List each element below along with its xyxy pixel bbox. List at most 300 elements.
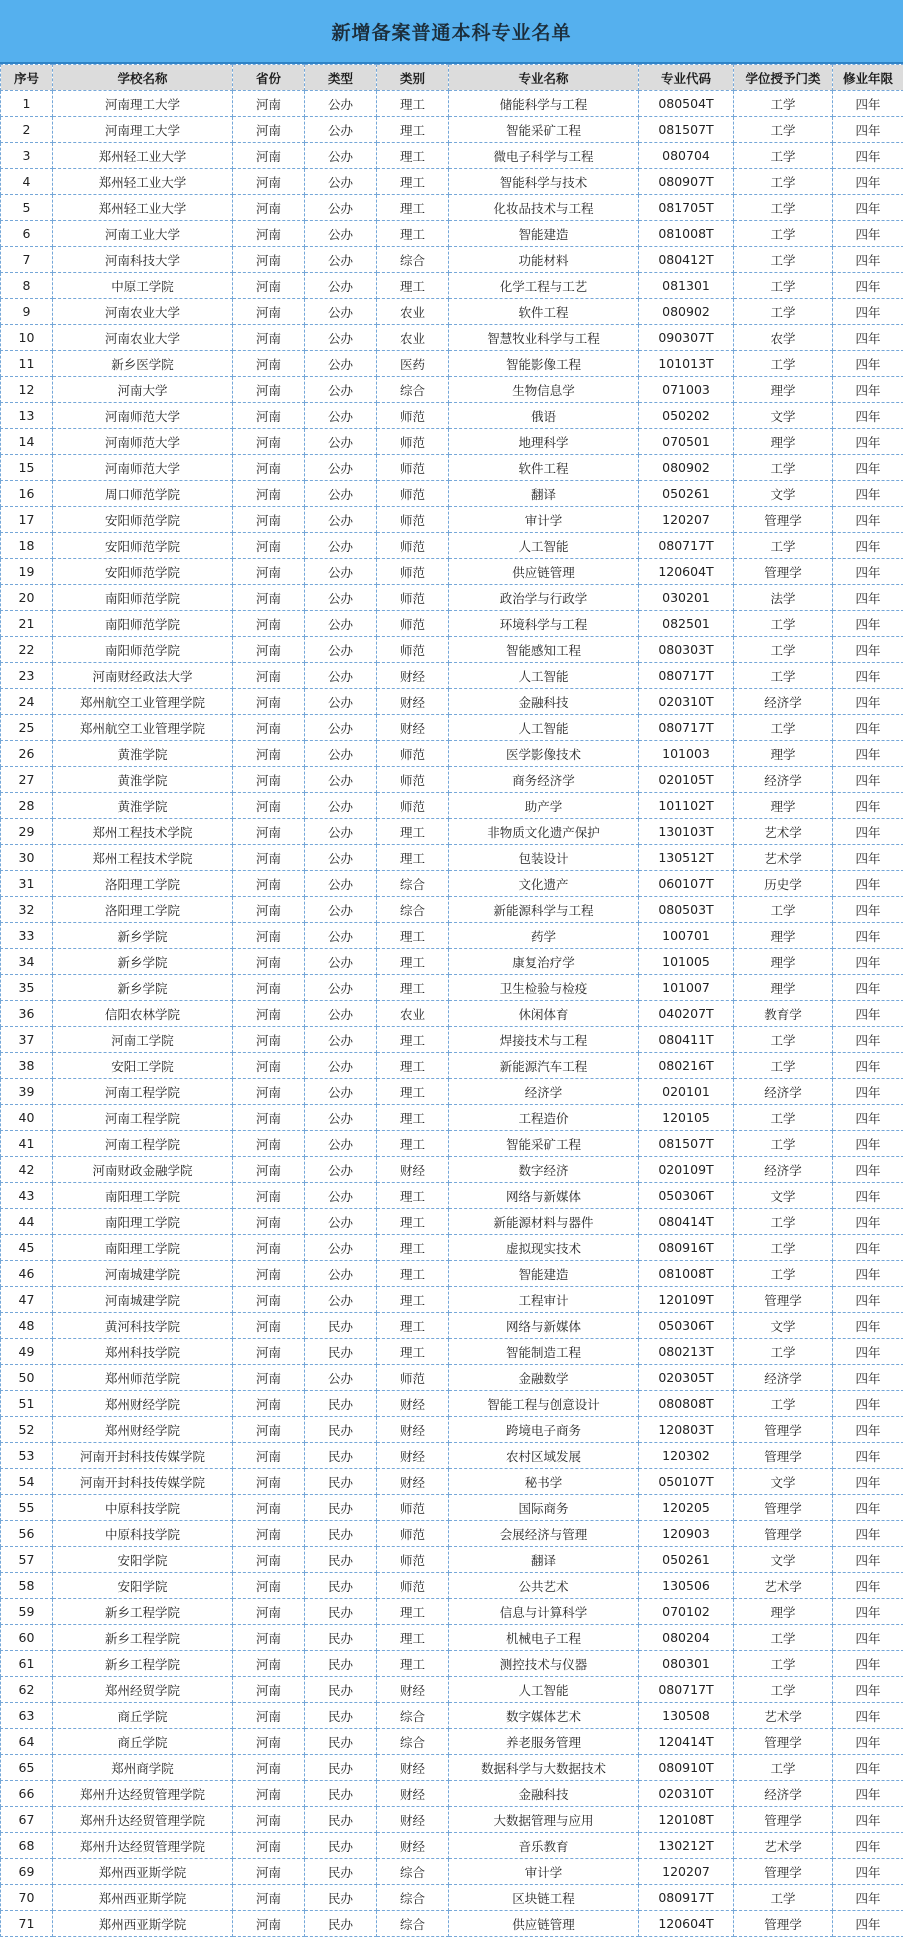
cell-duration[interactable]: 四年 (833, 1235, 903, 1261)
cell-category[interactable]: 师范 (377, 1573, 449, 1599)
cell-index[interactable]: 66 (1, 1781, 53, 1807)
cell-school[interactable]: 郑州师范学院 (53, 1365, 233, 1391)
cell-school[interactable]: 河南城建学院 (53, 1287, 233, 1313)
cell-duration[interactable]: 四年 (833, 715, 903, 741)
cell-degree[interactable]: 管理学 (734, 1859, 833, 1885)
cell-major[interactable]: 医学影像技术 (449, 741, 639, 767)
cell-code[interactable]: 080902 (639, 299, 734, 325)
cell-major[interactable]: 智能建造 (449, 221, 639, 247)
cell-school[interactable]: 南阳理工学院 (53, 1183, 233, 1209)
cell-major[interactable]: 微电子科学与工程 (449, 143, 639, 169)
cell-index[interactable]: 42 (1, 1157, 53, 1183)
cell-index[interactable]: 20 (1, 585, 53, 611)
cell-code[interactable]: 020101 (639, 1079, 734, 1105)
cell-school[interactable]: 安阳学院 (53, 1547, 233, 1573)
cell-province[interactable]: 河南 (233, 117, 305, 143)
cell-degree[interactable]: 管理学 (734, 1911, 833, 1937)
cell-category[interactable]: 农业 (377, 1001, 449, 1027)
cell-code[interactable]: 080411T (639, 1027, 734, 1053)
cell-code[interactable]: 080917T (639, 1885, 734, 1911)
cell-major[interactable]: 金融科技 (449, 1781, 639, 1807)
cell-degree[interactable]: 工学 (734, 1885, 833, 1911)
cell-duration[interactable]: 四年 (833, 897, 903, 923)
cell-school[interactable]: 河南开封科技传媒学院 (53, 1469, 233, 1495)
cell-type[interactable]: 公办 (305, 247, 377, 273)
cell-major[interactable]: 审计学 (449, 507, 639, 533)
cell-type[interactable]: 民办 (305, 1859, 377, 1885)
cell-category[interactable]: 师范 (377, 559, 449, 585)
cell-duration[interactable]: 四年 (833, 975, 903, 1001)
cell-category[interactable]: 理工 (377, 195, 449, 221)
cell-duration[interactable]: 四年 (833, 1573, 903, 1599)
cell-type[interactable]: 公办 (305, 1001, 377, 1027)
cell-major[interactable]: 储能科学与工程 (449, 91, 639, 117)
cell-province[interactable]: 河南 (233, 949, 305, 975)
cell-duration[interactable]: 四年 (833, 845, 903, 871)
cell-major[interactable]: 智慧牧业科学与工程 (449, 325, 639, 351)
cell-type[interactable]: 民办 (305, 1911, 377, 1937)
cell-major[interactable]: 审计学 (449, 1859, 639, 1885)
cell-index[interactable]: 63 (1, 1703, 53, 1729)
cell-province[interactable]: 河南 (233, 1911, 305, 1937)
cell-major[interactable]: 经济学 (449, 1079, 639, 1105)
cell-code[interactable]: 050261 (639, 481, 734, 507)
cell-index[interactable]: 27 (1, 767, 53, 793)
cell-school[interactable]: 郑州航空工业管理学院 (53, 715, 233, 741)
cell-index[interactable]: 5 (1, 195, 53, 221)
cell-category[interactable]: 师范 (377, 585, 449, 611)
cell-degree[interactable]: 经济学 (734, 1079, 833, 1105)
cell-index[interactable]: 15 (1, 455, 53, 481)
cell-school[interactable]: 南阳师范学院 (53, 585, 233, 611)
cell-school[interactable]: 郑州升达经贸管理学院 (53, 1781, 233, 1807)
cell-major[interactable]: 药学 (449, 923, 639, 949)
cell-duration[interactable]: 四年 (833, 1079, 903, 1105)
cell-major[interactable]: 信息与计算科学 (449, 1599, 639, 1625)
cell-code[interactable]: 120604T (639, 1911, 734, 1937)
cell-index[interactable]: 4 (1, 169, 53, 195)
cell-type[interactable]: 公办 (305, 91, 377, 117)
cell-province[interactable]: 河南 (233, 1599, 305, 1625)
cell-category[interactable]: 财经 (377, 1807, 449, 1833)
cell-code[interactable]: 080910T (639, 1755, 734, 1781)
cell-major[interactable]: 新能源科学与工程 (449, 897, 639, 923)
cell-duration[interactable]: 四年 (833, 663, 903, 689)
cell-type[interactable]: 民办 (305, 1521, 377, 1547)
cell-degree[interactable]: 艺术学 (734, 1573, 833, 1599)
cell-degree[interactable]: 经济学 (734, 689, 833, 715)
cell-school[interactable]: 河南大学 (53, 377, 233, 403)
cell-category[interactable]: 财经 (377, 715, 449, 741)
cell-major[interactable]: 智能建造 (449, 1261, 639, 1287)
cell-major[interactable]: 数字媒体艺术 (449, 1703, 639, 1729)
cell-duration[interactable]: 四年 (833, 1833, 903, 1859)
cell-category[interactable]: 理工 (377, 91, 449, 117)
cell-major[interactable]: 智能感知工程 (449, 637, 639, 663)
cell-code[interactable]: 101003 (639, 741, 734, 767)
cell-province[interactable]: 河南 (233, 169, 305, 195)
cell-code[interactable]: 101102T (639, 793, 734, 819)
cell-major[interactable]: 卫生检验与检疫 (449, 975, 639, 1001)
cell-code[interactable]: 120414T (639, 1729, 734, 1755)
cell-category[interactable]: 师范 (377, 637, 449, 663)
cell-code[interactable]: 120207 (639, 1859, 734, 1885)
cell-category[interactable]: 师范 (377, 481, 449, 507)
cell-degree[interactable]: 工学 (734, 1339, 833, 1365)
cell-degree[interactable]: 工学 (734, 1677, 833, 1703)
column-header-index[interactable]: 序号 (1, 65, 53, 91)
cell-province[interactable]: 河南 (233, 1625, 305, 1651)
cell-code[interactable]: 100701 (639, 923, 734, 949)
cell-index[interactable]: 69 (1, 1859, 53, 1885)
cell-type[interactable]: 公办 (305, 793, 377, 819)
cell-index[interactable]: 57 (1, 1547, 53, 1573)
cell-degree[interactable]: 法学 (734, 585, 833, 611)
cell-category[interactable]: 理工 (377, 1131, 449, 1157)
cell-type[interactable]: 公办 (305, 533, 377, 559)
cell-school[interactable]: 郑州轻工业大学 (53, 195, 233, 221)
cell-province[interactable]: 河南 (233, 1859, 305, 1885)
cell-index[interactable]: 28 (1, 793, 53, 819)
cell-degree[interactable]: 艺术学 (734, 1833, 833, 1859)
cell-province[interactable]: 河南 (233, 923, 305, 949)
cell-type[interactable]: 公办 (305, 403, 377, 429)
cell-code[interactable]: 130508 (639, 1703, 734, 1729)
cell-major[interactable]: 公共艺术 (449, 1573, 639, 1599)
cell-duration[interactable]: 四年 (833, 169, 903, 195)
cell-duration[interactable]: 四年 (833, 351, 903, 377)
cell-major[interactable]: 休闲体育 (449, 1001, 639, 1027)
column-header-type[interactable]: 类型 (305, 65, 377, 91)
cell-type[interactable]: 民办 (305, 1625, 377, 1651)
cell-index[interactable]: 45 (1, 1235, 53, 1261)
cell-school[interactable]: 郑州工程技术学院 (53, 819, 233, 845)
cell-category[interactable]: 师范 (377, 1365, 449, 1391)
cell-index[interactable]: 47 (1, 1287, 53, 1313)
cell-school[interactable]: 郑州西亚斯学院 (53, 1885, 233, 1911)
cell-school[interactable]: 安阳学院 (53, 1573, 233, 1599)
cell-province[interactable]: 河南 (233, 663, 305, 689)
cell-degree[interactable]: 工学 (734, 1027, 833, 1053)
cell-category[interactable]: 理工 (377, 1053, 449, 1079)
cell-type[interactable]: 民办 (305, 1703, 377, 1729)
cell-type[interactable]: 民办 (305, 1339, 377, 1365)
cell-code[interactable]: 020109T (639, 1157, 734, 1183)
cell-province[interactable]: 河南 (233, 1573, 305, 1599)
cell-duration[interactable]: 四年 (833, 1105, 903, 1131)
cell-province[interactable]: 河南 (233, 351, 305, 377)
cell-duration[interactable]: 四年 (833, 1001, 903, 1027)
cell-school[interactable]: 信阳农林学院 (53, 1001, 233, 1027)
cell-type[interactable]: 公办 (305, 1079, 377, 1105)
cell-category[interactable]: 师范 (377, 403, 449, 429)
cell-major[interactable]: 康复治疗学 (449, 949, 639, 975)
cell-degree[interactable]: 工学 (734, 221, 833, 247)
cell-major[interactable]: 机械电子工程 (449, 1625, 639, 1651)
cell-school[interactable]: 郑州财经学院 (53, 1417, 233, 1443)
cell-type[interactable]: 民办 (305, 1755, 377, 1781)
cell-index[interactable]: 46 (1, 1261, 53, 1287)
cell-major[interactable]: 政治学与行政学 (449, 585, 639, 611)
cell-degree[interactable]: 工学 (734, 611, 833, 637)
cell-index[interactable]: 54 (1, 1469, 53, 1495)
cell-province[interactable]: 河南 (233, 1105, 305, 1131)
cell-school[interactable]: 河南理工大学 (53, 91, 233, 117)
cell-type[interactable]: 公办 (305, 1027, 377, 1053)
cell-province[interactable]: 河南 (233, 403, 305, 429)
cell-school[interactable]: 河南师范大学 (53, 429, 233, 455)
cell-duration[interactable]: 四年 (833, 1443, 903, 1469)
cell-duration[interactable]: 四年 (833, 871, 903, 897)
cell-index[interactable]: 33 (1, 923, 53, 949)
cell-province[interactable]: 河南 (233, 1677, 305, 1703)
cell-school[interactable]: 河南财经政法大学 (53, 663, 233, 689)
cell-province[interactable]: 河南 (233, 1131, 305, 1157)
cell-type[interactable]: 民办 (305, 1833, 377, 1859)
cell-degree[interactable]: 文学 (734, 1547, 833, 1573)
cell-code[interactable]: 080503T (639, 897, 734, 923)
cell-category[interactable]: 理工 (377, 221, 449, 247)
cell-type[interactable]: 公办 (305, 169, 377, 195)
cell-code[interactable]: 082501 (639, 611, 734, 637)
cell-code[interactable]: 130103T (639, 819, 734, 845)
cell-major[interactable]: 化学工程与工艺 (449, 273, 639, 299)
cell-type[interactable]: 公办 (305, 507, 377, 533)
cell-code[interactable]: 081507T (639, 117, 734, 143)
cell-degree[interactable]: 理学 (734, 793, 833, 819)
cell-degree[interactable]: 工学 (734, 91, 833, 117)
cell-duration[interactable]: 四年 (833, 1781, 903, 1807)
cell-type[interactable]: 民办 (305, 1677, 377, 1703)
cell-category[interactable]: 财经 (377, 1781, 449, 1807)
cell-index[interactable]: 50 (1, 1365, 53, 1391)
cell-code[interactable]: 120108T (639, 1807, 734, 1833)
cell-duration[interactable]: 四年 (833, 299, 903, 325)
cell-type[interactable]: 公办 (305, 117, 377, 143)
cell-school[interactable]: 洛阳理工学院 (53, 897, 233, 923)
cell-degree[interactable]: 理学 (734, 975, 833, 1001)
cell-duration[interactable]: 四年 (833, 1365, 903, 1391)
cell-degree[interactable]: 工学 (734, 1755, 833, 1781)
cell-duration[interactable]: 四年 (833, 1157, 903, 1183)
cell-province[interactable]: 河南 (233, 1521, 305, 1547)
cell-school[interactable]: 安阳师范学院 (53, 533, 233, 559)
cell-index[interactable]: 24 (1, 689, 53, 715)
cell-province[interactable]: 河南 (233, 1885, 305, 1911)
cell-duration[interactable]: 四年 (833, 221, 903, 247)
cell-type[interactable]: 公办 (305, 689, 377, 715)
cell-duration[interactable]: 四年 (833, 611, 903, 637)
cell-index[interactable]: 38 (1, 1053, 53, 1079)
cell-degree[interactable]: 工学 (734, 1391, 833, 1417)
cell-type[interactable]: 公办 (305, 741, 377, 767)
cell-type[interactable]: 民办 (305, 1573, 377, 1599)
cell-province[interactable]: 河南 (233, 273, 305, 299)
cell-code[interactable]: 080204 (639, 1625, 734, 1651)
cell-type[interactable]: 民办 (305, 1443, 377, 1469)
cell-duration[interactable]: 四年 (833, 1677, 903, 1703)
cell-code[interactable]: 120109T (639, 1287, 734, 1313)
cell-code[interactable]: 120803T (639, 1417, 734, 1443)
cell-type[interactable]: 民办 (305, 1781, 377, 1807)
cell-degree[interactable]: 经济学 (734, 1157, 833, 1183)
cell-degree[interactable]: 理学 (734, 429, 833, 455)
cell-index[interactable]: 36 (1, 1001, 53, 1027)
cell-degree[interactable]: 工学 (734, 715, 833, 741)
cell-code[interactable]: 020310T (639, 1781, 734, 1807)
cell-degree[interactable]: 工学 (734, 1105, 833, 1131)
cell-degree[interactable]: 工学 (734, 1625, 833, 1651)
cell-major[interactable]: 包装设计 (449, 845, 639, 871)
cell-school[interactable]: 商丘学院 (53, 1703, 233, 1729)
cell-type[interactable]: 公办 (305, 351, 377, 377)
cell-province[interactable]: 河南 (233, 897, 305, 923)
cell-major[interactable]: 功能材料 (449, 247, 639, 273)
cell-code[interactable]: 050107T (639, 1469, 734, 1495)
cell-major[interactable]: 人工智能 (449, 663, 639, 689)
cell-code[interactable]: 080717T (639, 533, 734, 559)
cell-school[interactable]: 郑州西亚斯学院 (53, 1911, 233, 1937)
cell-school[interactable]: 中原科技学院 (53, 1495, 233, 1521)
cell-index[interactable]: 12 (1, 377, 53, 403)
cell-duration[interactable]: 四年 (833, 273, 903, 299)
cell-category[interactable]: 理工 (377, 975, 449, 1001)
cell-province[interactable]: 河南 (233, 1287, 305, 1313)
cell-degree[interactable]: 工学 (734, 1261, 833, 1287)
cell-degree[interactable]: 工学 (734, 1209, 833, 1235)
cell-category[interactable]: 理工 (377, 1599, 449, 1625)
cell-duration[interactable]: 四年 (833, 793, 903, 819)
cell-category[interactable]: 医药 (377, 351, 449, 377)
cell-category[interactable]: 财经 (377, 689, 449, 715)
cell-major[interactable]: 网络与新媒体 (449, 1183, 639, 1209)
cell-degree[interactable]: 文学 (734, 1469, 833, 1495)
cell-major[interactable]: 智能制造工程 (449, 1339, 639, 1365)
cell-type[interactable]: 公办 (305, 611, 377, 637)
cell-school[interactable]: 郑州轻工业大学 (53, 143, 233, 169)
cell-category[interactable]: 财经 (377, 1833, 449, 1859)
cell-type[interactable]: 民办 (305, 1417, 377, 1443)
cell-code[interactable]: 101007 (639, 975, 734, 1001)
cell-duration[interactable]: 四年 (833, 507, 903, 533)
cell-school[interactable]: 郑州科技学院 (53, 1339, 233, 1365)
cell-code[interactable]: 070102 (639, 1599, 734, 1625)
cell-type[interactable]: 公办 (305, 1105, 377, 1131)
cell-duration[interactable]: 四年 (833, 1183, 903, 1209)
cell-index[interactable]: 40 (1, 1105, 53, 1131)
cell-major[interactable]: 智能采矿工程 (449, 1131, 639, 1157)
cell-school[interactable]: 南阳理工学院 (53, 1235, 233, 1261)
cell-index[interactable]: 25 (1, 715, 53, 741)
cell-province[interactable]: 河南 (233, 507, 305, 533)
cell-type[interactable]: 公办 (305, 1261, 377, 1287)
cell-school[interactable]: 南阳理工学院 (53, 1209, 233, 1235)
cell-index[interactable]: 68 (1, 1833, 53, 1859)
cell-province[interactable]: 河南 (233, 793, 305, 819)
column-header-category[interactable]: 类别 (377, 65, 449, 91)
cell-major[interactable]: 非物质文化遗产保护 (449, 819, 639, 845)
cell-province[interactable]: 河南 (233, 1703, 305, 1729)
cell-school[interactable]: 新乡学院 (53, 923, 233, 949)
cell-duration[interactable]: 四年 (833, 1469, 903, 1495)
cell-code[interactable]: 050202 (639, 403, 734, 429)
cell-code[interactable]: 020305T (639, 1365, 734, 1391)
cell-code[interactable]: 081507T (639, 1131, 734, 1157)
cell-province[interactable]: 河南 (233, 559, 305, 585)
cell-index[interactable]: 55 (1, 1495, 53, 1521)
cell-province[interactable]: 河南 (233, 845, 305, 871)
cell-type[interactable]: 公办 (305, 195, 377, 221)
cell-degree[interactable]: 经济学 (734, 1781, 833, 1807)
cell-duration[interactable]: 四年 (833, 1859, 903, 1885)
cell-province[interactable]: 河南 (233, 1235, 305, 1261)
cell-major[interactable]: 金融数学 (449, 1365, 639, 1391)
cell-province[interactable]: 河南 (233, 611, 305, 637)
cell-province[interactable]: 河南 (233, 1807, 305, 1833)
cell-index[interactable]: 65 (1, 1755, 53, 1781)
cell-category[interactable]: 师范 (377, 741, 449, 767)
cell-type[interactable]: 民办 (305, 1729, 377, 1755)
cell-type[interactable]: 公办 (305, 1053, 377, 1079)
cell-category[interactable]: 财经 (377, 1443, 449, 1469)
cell-degree[interactable]: 文学 (734, 1183, 833, 1209)
cell-major[interactable]: 商务经济学 (449, 767, 639, 793)
cell-duration[interactable]: 四年 (833, 1651, 903, 1677)
cell-degree[interactable]: 理学 (734, 741, 833, 767)
cell-major[interactable]: 区块链工程 (449, 1885, 639, 1911)
cell-degree[interactable]: 工学 (734, 663, 833, 689)
cell-index[interactable]: 59 (1, 1599, 53, 1625)
cell-type[interactable]: 民办 (305, 1495, 377, 1521)
cell-code[interactable]: 080301 (639, 1651, 734, 1677)
cell-degree[interactable]: 工学 (734, 169, 833, 195)
cell-degree[interactable]: 教育学 (734, 1001, 833, 1027)
cell-category[interactable]: 理工 (377, 819, 449, 845)
cell-degree[interactable]: 工学 (734, 1053, 833, 1079)
cell-school[interactable]: 郑州升达经贸管理学院 (53, 1833, 233, 1859)
cell-major[interactable]: 人工智能 (449, 1677, 639, 1703)
cell-index[interactable]: 18 (1, 533, 53, 559)
cell-index[interactable]: 34 (1, 949, 53, 975)
cell-index[interactable]: 8 (1, 273, 53, 299)
cell-degree[interactable]: 工学 (734, 195, 833, 221)
cell-school[interactable]: 新乡工程学院 (53, 1599, 233, 1625)
cell-category[interactable]: 师范 (377, 1521, 449, 1547)
cell-province[interactable]: 河南 (233, 1027, 305, 1053)
cell-duration[interactable]: 四年 (833, 1339, 903, 1365)
cell-province[interactable]: 河南 (233, 481, 305, 507)
cell-code[interactable]: 101005 (639, 949, 734, 975)
cell-index[interactable]: 1 (1, 91, 53, 117)
cell-index[interactable]: 37 (1, 1027, 53, 1053)
cell-category[interactable]: 财经 (377, 663, 449, 689)
cell-category[interactable]: 理工 (377, 949, 449, 975)
cell-category[interactable]: 综合 (377, 1911, 449, 1937)
cell-duration[interactable]: 四年 (833, 1027, 903, 1053)
cell-code[interactable]: 120205 (639, 1495, 734, 1521)
cell-school[interactable]: 河南农业大学 (53, 325, 233, 351)
cell-degree[interactable]: 管理学 (734, 1495, 833, 1521)
cell-code[interactable]: 080504T (639, 91, 734, 117)
cell-category[interactable]: 综合 (377, 1703, 449, 1729)
cell-index[interactable]: 44 (1, 1209, 53, 1235)
cell-type[interactable]: 公办 (305, 585, 377, 611)
cell-duration[interactable]: 四年 (833, 1625, 903, 1651)
cell-province[interactable]: 河南 (233, 1443, 305, 1469)
cell-major[interactable]: 智能科学与技术 (449, 169, 639, 195)
cell-index[interactable]: 16 (1, 481, 53, 507)
cell-duration[interactable]: 四年 (833, 1911, 903, 1937)
